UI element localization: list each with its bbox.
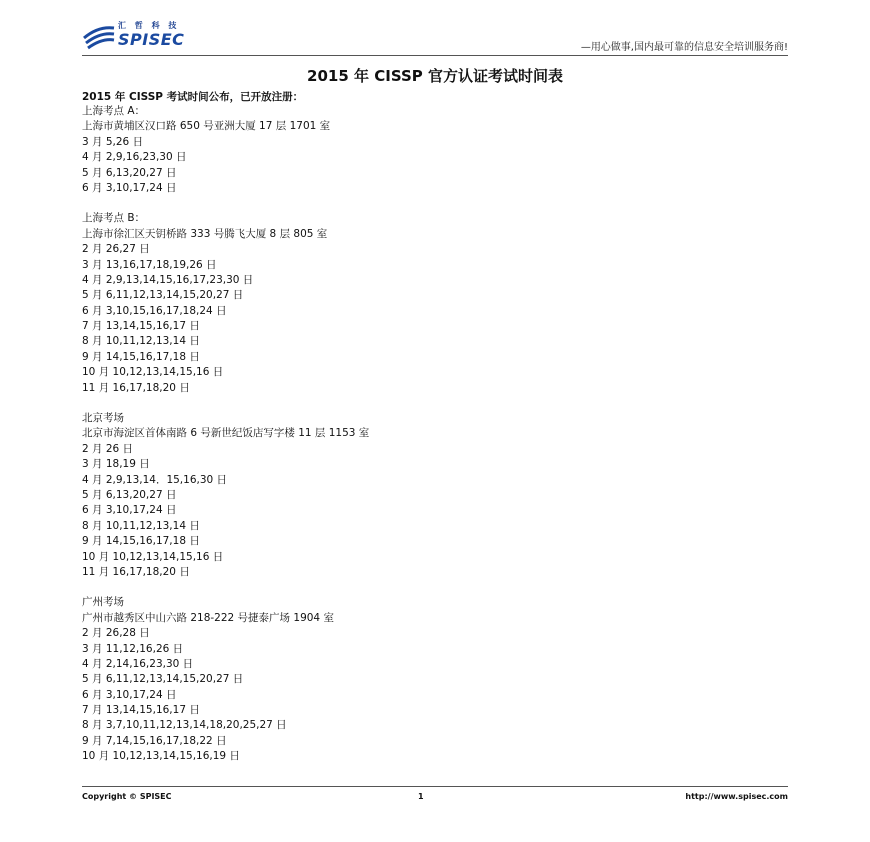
logo-chinese-text: 汇 哲 科 技 [118,21,180,30]
exam-dates-line: 9 月 7,14,15,16,17,18,22 日 [82,734,227,747]
exam-dates-line: 6 月 3,10,15,16,17,18,24 日 [82,304,227,317]
exam-dates-line: 3 月 11,12,16,26 日 [82,642,184,655]
venue-section [82,595,782,764]
exam-dates-line: 5 月 6,11,12,13,14,15,20,27 日 [82,289,244,302]
venue-name: 上海考点 A： [82,105,146,117]
exam-dates-line: 3 月 18,19 日 [82,458,150,471]
schedule-content [82,104,782,780]
venue-name: 北京考场 [82,412,124,425]
exam-dates-line: 8 月 3,7,10,11,12,13,14,18,20,25,27 日 [82,719,287,732]
venue-name: 广州考场 [82,596,124,609]
exam-dates-line: 10 月 10,12,13,14,15,16,19 日 [82,750,240,763]
exam-dates-line: 11 月 16,17,18,20 日 [82,381,190,394]
spisec-logo [82,18,212,54]
exam-dates-line: 4 月 2,9,13,14,15,16,17,23,30 日 [82,273,254,286]
exam-dates-line: 3 月 5,26 日 [82,135,144,148]
exam-dates-line: 4 月 2,9,13,14．15,16,30 日 [82,473,228,486]
footer-page-number: 1 [418,792,424,801]
exam-dates-line: 8 月 10,11,12,13,14 日 [82,335,200,348]
venue-address: 广州市越秀区中山六路 218-222 号捷泰广场 1904 室 [82,611,334,624]
footer-copyright: Copyright © SPISEC [82,792,172,801]
footer-url: http://www.spisec.com [685,792,788,801]
venue-address: 北京市海淀区首体南路 6 号新世纪饭店写字楼 11 层 1153 室 [82,427,370,440]
logo-swoosh-icon [82,22,116,50]
exam-dates-line: 10 月 10,12,13,14,15,16 日 [82,550,224,563]
exam-dates-line: 9 月 14,15,16,17,18 日 [82,535,200,548]
exam-dates-line: 5 月 6,13,20,27 日 [82,488,177,501]
page-title: 2015 年 CISSP 官方认证考试时间表 [307,67,563,85]
footer-divider [82,786,788,787]
venue-address: 上海市徐汇区天钥桥路 333 号腾飞大厦 8 层 805 室 [82,227,328,240]
exam-dates-line: 5 月 6,13,20,27 日 [82,166,177,179]
venue-address: 上海市黄埔区汉口路 650 号亚洲大厦 17 层 1701 室 [82,120,331,133]
exam-dates-line: 4 月 2,14,16,23,30 日 [82,657,194,670]
exam-dates-line: 3 月 13,16,17,18,19,26 日 [82,258,217,271]
exam-dates-line: 9 月 14,15,16,17,18 日 [82,350,200,363]
exam-dates-line: 6 月 3,10,17,24 日 [82,688,177,701]
intro-text: 2015 年 CISSP 考试时间公布，已开放注册： [82,91,304,103]
exam-dates-line: 8 月 10,11,12,13,14 日 [82,519,200,532]
exam-dates-line: 10 月 10,12,13,14,15,16 日 [82,366,224,379]
exam-dates-line: 2 月 26 日 [82,442,134,455]
exam-dates-line: 2 月 26,28 日 [82,627,150,640]
exam-dates-line: 6 月 3,10,17,24 日 [82,504,177,517]
exam-dates-line: 2 月 26,27 日 [82,243,150,256]
exam-dates-line: 7 月 13,14,15,16,17 日 [82,320,200,333]
exam-dates-line: 7 月 13,14,15,16,17 日 [82,704,200,717]
exam-dates-line: 11 月 16,17,18,20 日 [82,565,190,578]
header-slogan: —用心做事,国内最可靠的信息安全培训服务商! [580,42,788,53]
exam-dates-line: 5 月 6,11,12,13,14,15,20,27 日 [82,673,244,686]
venue-section [82,411,782,580]
exam-dates-line: 6 月 3,10,17,24 日 [82,181,177,194]
header-divider [82,55,788,56]
venue-section [82,104,782,196]
venue-section [82,211,782,396]
exam-dates-line: 4 月 2,9,16,23,30 日 [82,151,187,164]
venue-name: 上海考点 B： [82,212,146,225]
logo-english-text: SPISEC [118,30,185,49]
